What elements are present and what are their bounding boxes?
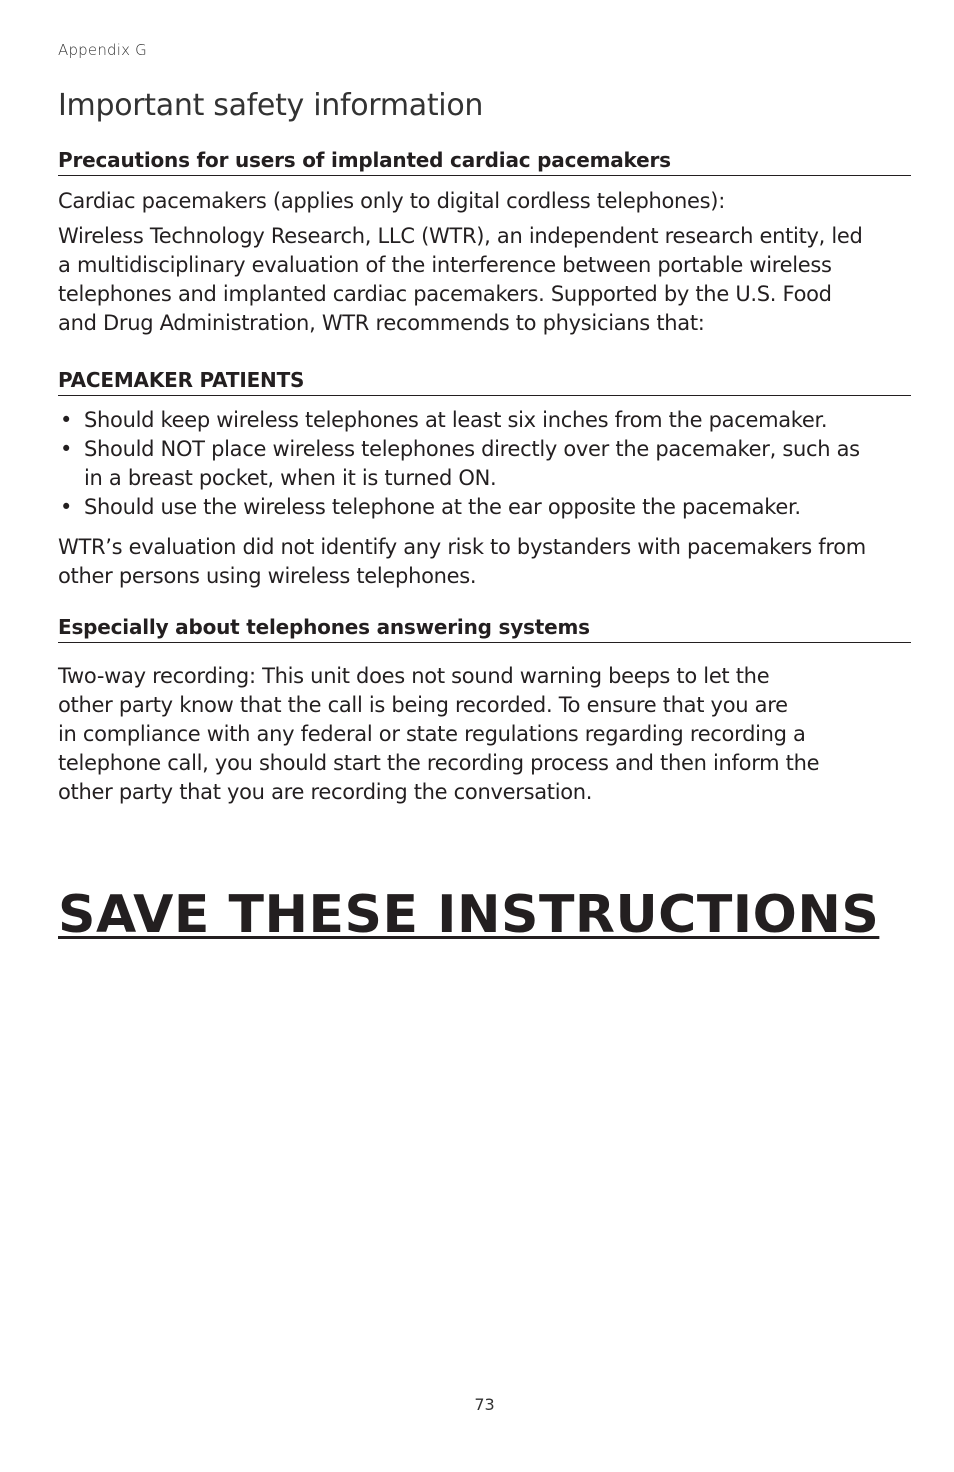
bullet-icon: •: [60, 495, 73, 519]
page-number: 73: [474, 1395, 495, 1414]
answering-systems-body: [58, 662, 911, 807]
text-line: Two-way recording: This unit does not sound warning beeps to let the: [58, 664, 770, 688]
list-item-text: Should use the wireless telephone at the ear opposite the pacemaker.: [84, 495, 801, 519]
save-instructions-title: SAVE THESE INSTRUCTIONS: [58, 885, 880, 945]
page-title: Important safety information: [58, 88, 484, 123]
precautions-heading: Precautions for users of implanted cardiac pacemakers: [58, 148, 911, 176]
list-item: [58, 435, 911, 493]
text-line: telephones and implanted cardiac pacemakers. Supported by the U.S. Food: [58, 282, 832, 306]
list-item-text: Should keep wireless telephones at least six inches from the pacemaker.: [84, 408, 828, 432]
text-line: other persons using wireless telephones.: [58, 564, 477, 588]
text-line: other party know that the call is being recorded. To ensure that you are: [58, 693, 788, 717]
text-line: WTR’s evaluation did not identify any risk to bystanders with pacemakers from: [58, 535, 866, 559]
text-line: Wireless Technology Research, LLC (WTR), an independent research entity, led: [58, 224, 863, 248]
precautions-body: [58, 222, 911, 338]
evaluation-paragraph: [58, 533, 911, 591]
pacemaker-patients-heading: PACEMAKER PATIENTS: [58, 368, 911, 396]
bullet-icon: •: [60, 437, 73, 461]
text-line: in compliance with any federal or state regulations regarding recording a: [58, 722, 806, 746]
text-line: other party that you are recording the conversation.: [58, 780, 593, 804]
answering-systems-heading: Especially about telephones answering systems: [58, 615, 911, 643]
list-item-text: in a breast pocket, when it is turned ON.: [84, 466, 497, 490]
bullet-icon: •: [60, 408, 73, 432]
list-item: [58, 406, 911, 435]
running-header: Appendix G: [58, 41, 147, 59]
document-page: [58, 0, 911, 1472]
pacemaker-patients-list: [58, 406, 911, 522]
list-item: [58, 493, 911, 522]
text-line: a multidisciplinary evaluation of the interference between portable wireless: [58, 253, 832, 277]
text-line: telephone call, you should start the recording process and then inform the: [58, 751, 820, 775]
list-item-text: Should NOT place wireless telephones directly over the pacemaker, such as: [84, 437, 860, 461]
precautions-intro: Cardiac pacemakers (applies only to digital cordless telephones):: [58, 189, 725, 213]
text-line: and Drug Administration, WTR recommends to physicians that:: [58, 311, 705, 335]
